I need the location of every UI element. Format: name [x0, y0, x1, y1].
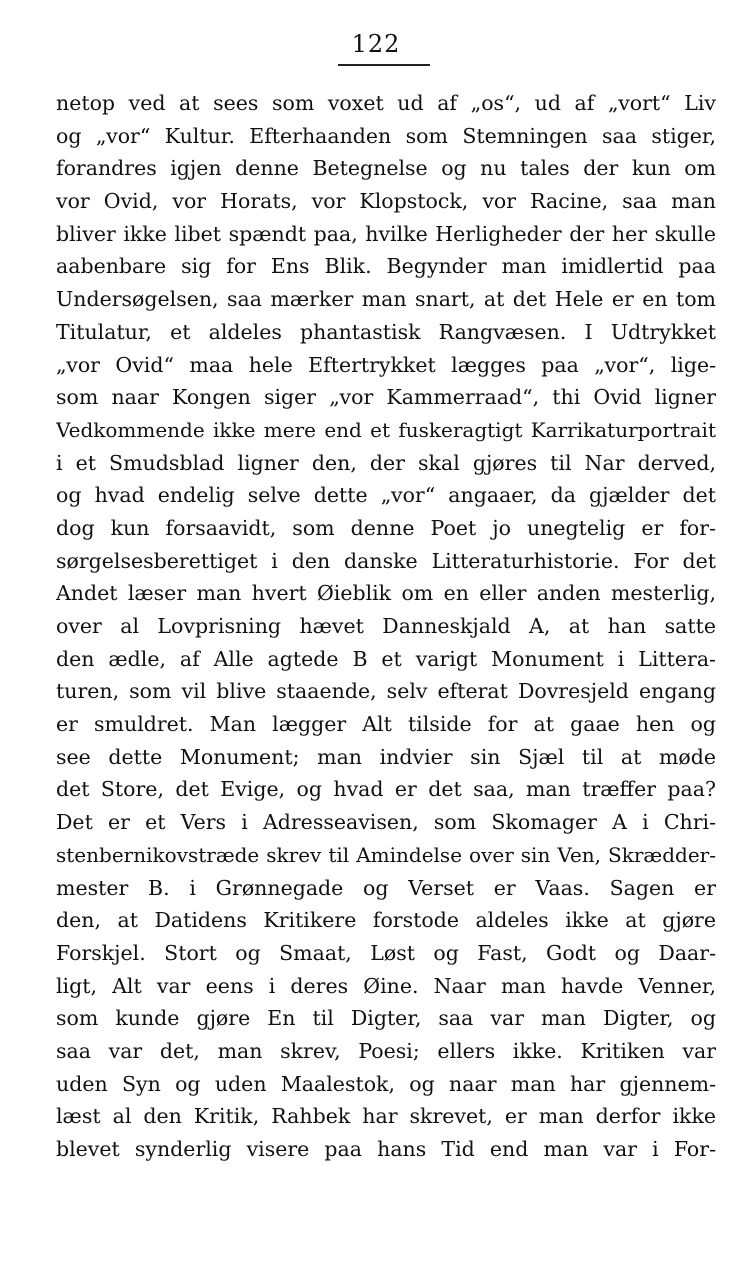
text-line: og hvad endelig selve dette „vor“ angaaer, da gjælder det	[56, 483, 716, 508]
text-line: er smuldret. Man lægger Alt tilside for at gaae hen og	[56, 712, 716, 737]
text-line: Forskjel. Stort og Smaat, Løst og Fast, Godt og Daar-	[56, 940, 716, 965]
text-line: bliver ikke libet spændt paa, hvilke Herligheder der her skulle	[56, 221, 716, 246]
text-line: i et Smudsblad ligner den, der skal gjøres til Nar derved,	[56, 450, 716, 475]
text-line: mester B. i Grønnegade og Verset er Vaas. Sagen er	[56, 875, 716, 900]
text-line: dog kun forsaavidt, som denne Poet jo unegtelig er for-	[56, 515, 716, 540]
text-line: saa var det, man skrev, Poesi; ellers ikke. Kritiken var	[56, 1038, 716, 1063]
text-line: forandres igjen denne Betegnelse og nu tales der kun om	[56, 156, 716, 181]
text-line: læst al den Kritik, Rahbek har skrevet, er man derfor ikke	[56, 1104, 716, 1129]
text-line: Undersøgelsen, saa mærker man snart, at det Hele er en tom	[56, 287, 716, 312]
text-line: Det er et Vers i Adresseavisen, som Skomager A i Chri-	[56, 810, 716, 835]
text-line: uden Syn og uden Maalestok, og naar man har gjennem-	[56, 1071, 716, 1096]
text-line: sørgelsesberettiget i den danske Litteraturhistorie. For det	[56, 548, 716, 573]
text-line: „vor Ovid“ maa hele Eftertrykket lægges paa „vor“, lige-	[56, 352, 716, 377]
text-line: og „vor“ Kultur. Efterhaanden som Stemningen saa stiger,	[56, 123, 716, 148]
text-line: Titulatur, et aldeles phantastisk Rangvæsen. I Udtrykket	[56, 319, 716, 344]
text-line: vor Ovid, vor Horats, vor Klopstock, vor Racine, saa man	[56, 189, 716, 214]
text-line: Vedkommende ikke mere end et fuskeragtigt Karrikaturportrait	[56, 417, 716, 442]
text-line: ligt, Alt var eens i deres Øine. Naar man havde Venner,	[56, 973, 716, 998]
text-line: netop ved at sees som voxet ud af „os“, ud af „vort“ Liv	[56, 91, 716, 115]
text-line: som kunde gjøre En til Digter, saa var man Digter, og	[56, 1006, 716, 1031]
page-number: 122	[351, 30, 401, 58]
text-line: blevet synderlig visere paa hans Tid end man var i For-	[56, 1137, 716, 1161]
text-line: stenbernikovstræde skrev til Amindelse over sin Ven, Skrædder-	[56, 842, 716, 867]
body-text	[56, 87, 716, 1166]
text-line: over al Lovprisning hævet Danneskjald A, at han satte	[56, 614, 716, 638]
text-line: den, at Datidens Kritikere forstode aldeles ikke at gjøre	[56, 908, 716, 933]
text-line: det Store, det Evige, og hvad er det saa, man træffer paa?	[56, 777, 716, 802]
text-line: den ædle, af Alle agtede B et varigt Monument i Littera-	[56, 646, 716, 671]
text-line: Andet læser man hvert Øieblik om en eller anden mesterlig,	[56, 581, 716, 606]
text-line: aabenbare sig for Ens Blik. Begynder man imidlertid paa	[56, 254, 716, 279]
text-line: som naar Kongen siger „vor Kammerraad“, thi Ovid ligner	[56, 385, 716, 410]
text-line: see dette Monument; man indvier sin Sjæl til at møde	[56, 744, 716, 769]
page-number-rule	[338, 64, 430, 66]
text-line: turen, som vil blive staaende, selv efterat Dovresjeld engang	[56, 679, 716, 704]
